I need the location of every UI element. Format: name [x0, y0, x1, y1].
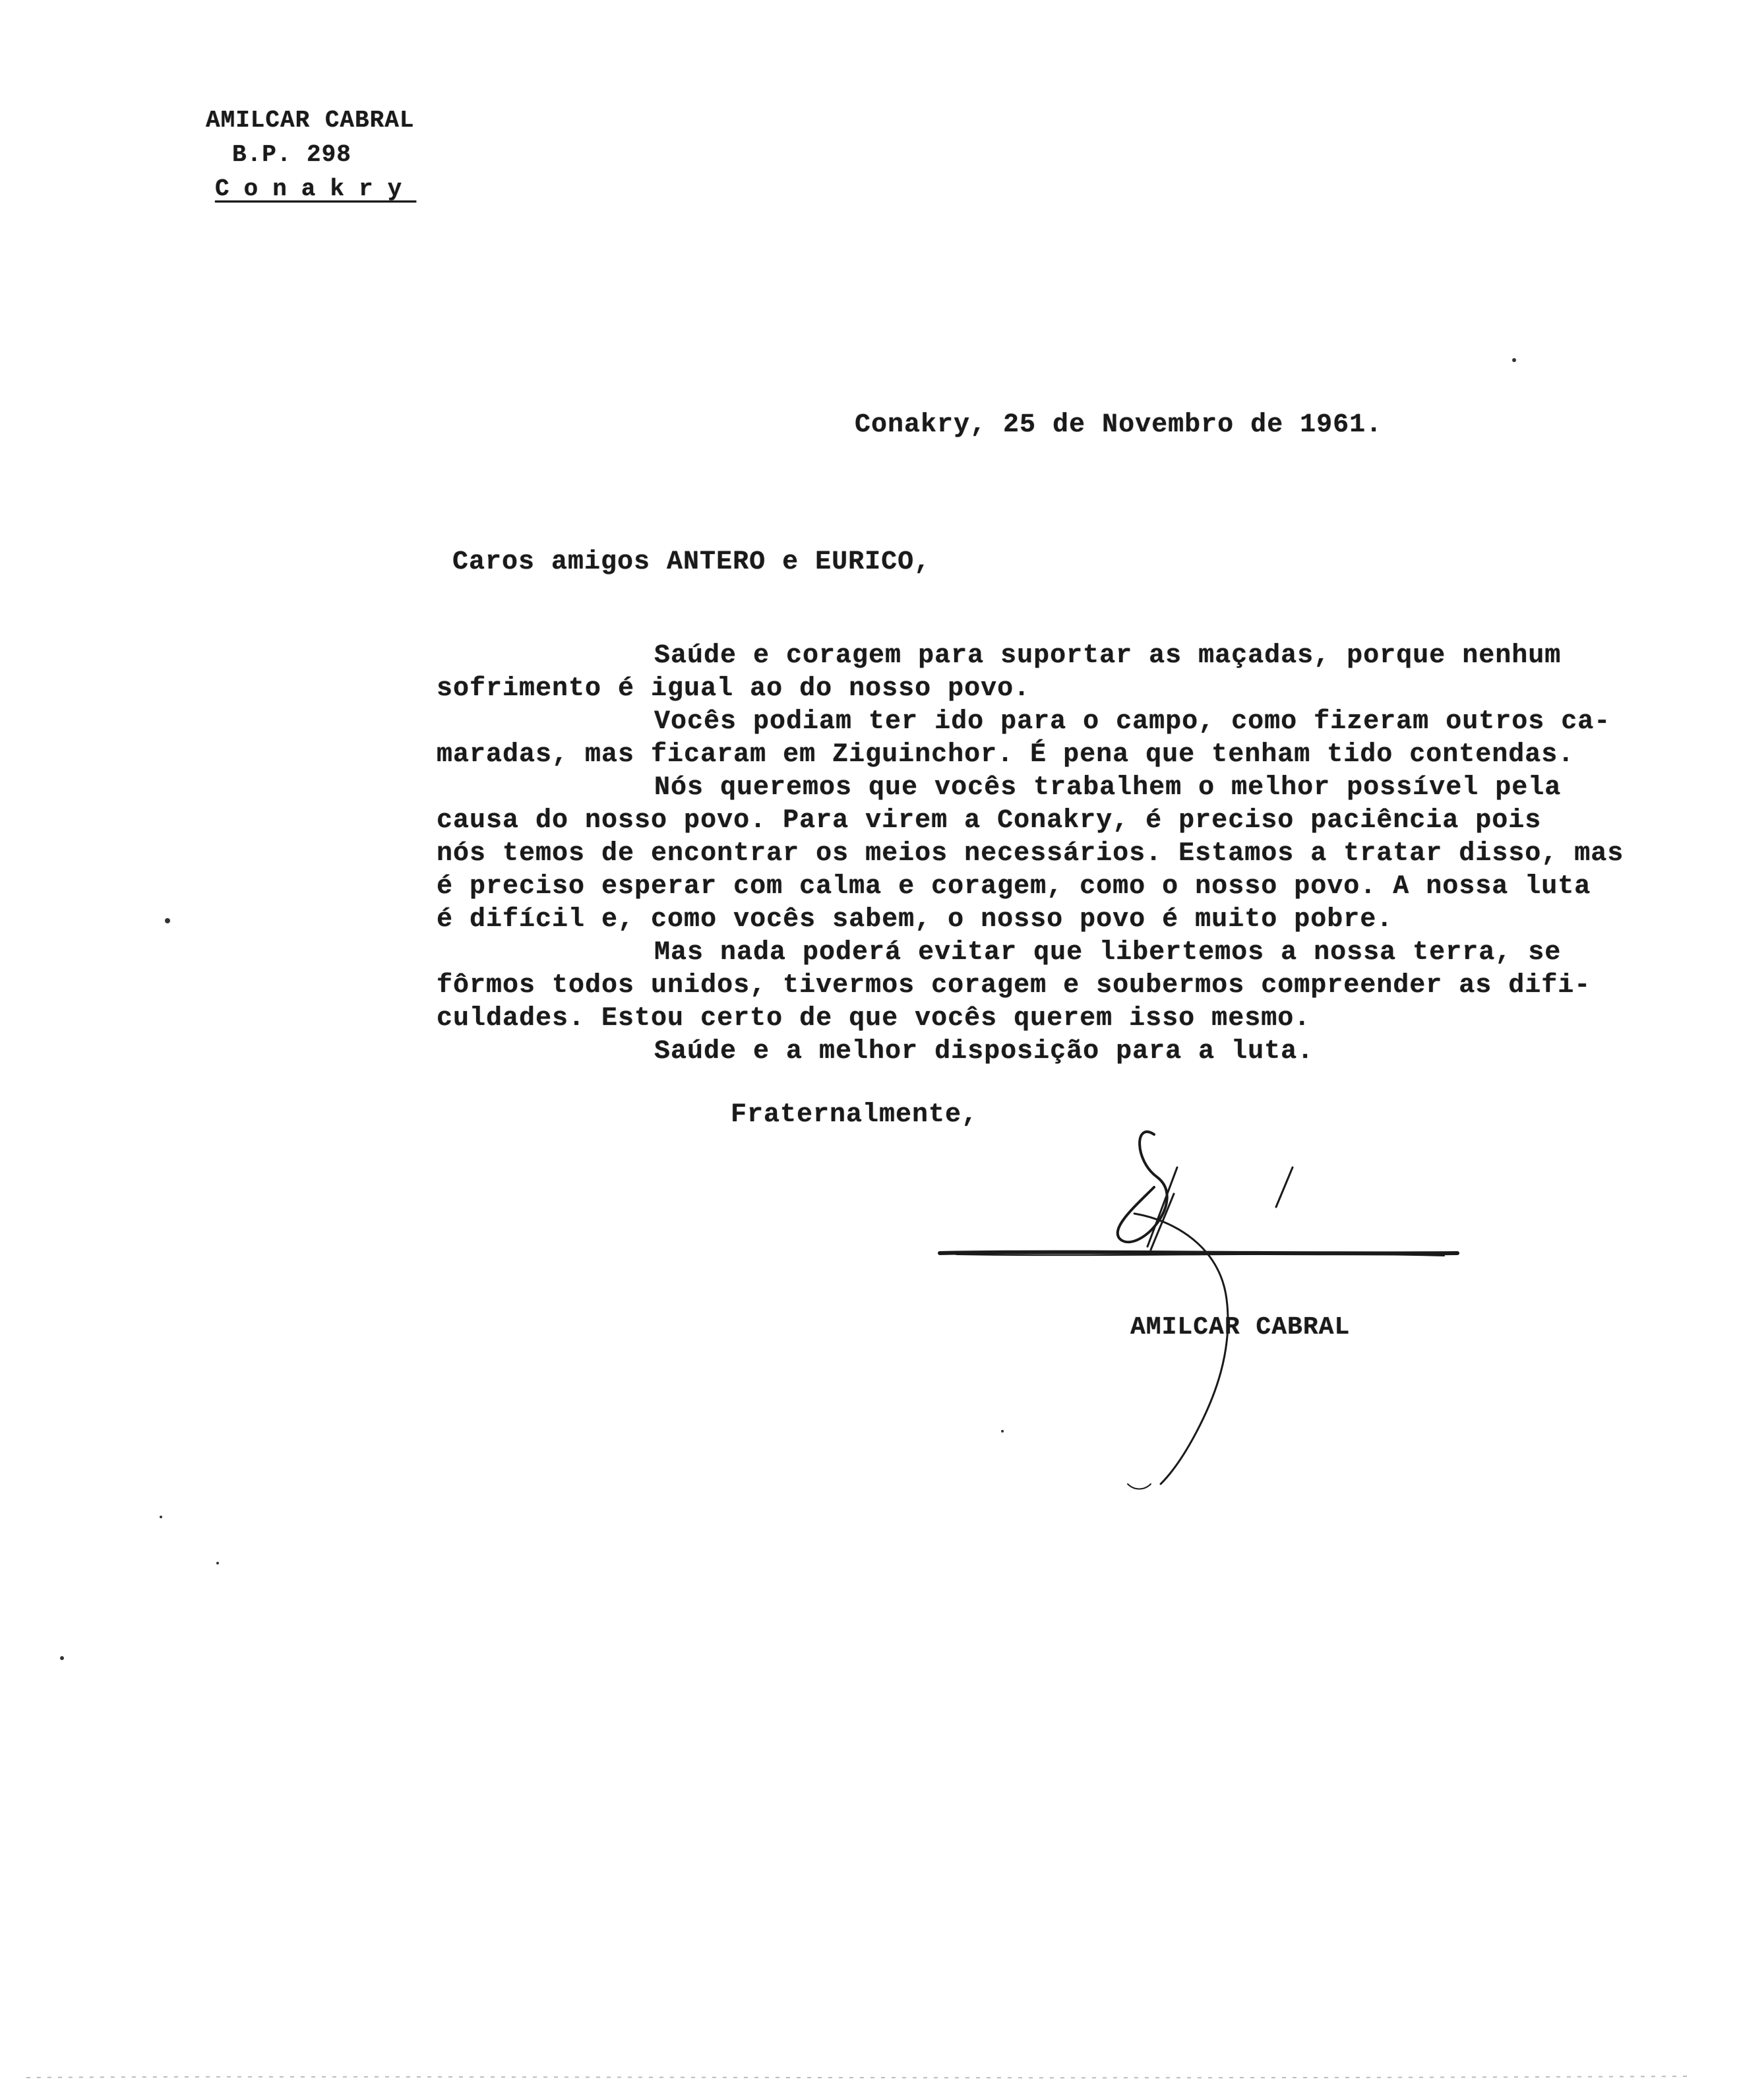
body-line: é preciso esperar com calma e coragem, como o nosso povo. A nossa luta — [437, 872, 1591, 902]
salutation: Caros amigos ANTERO e EURICO, — [452, 547, 931, 577]
body-line: fôrmos todos unidos, tivermos coragem e soubermos compreender as difi- — [437, 971, 1591, 1001]
sender-city: Conakry — [215, 175, 417, 202]
body-line: Vocês podiam ter ido para o campo, como fizeram outros ca- — [654, 707, 1611, 737]
sender-name: AMILCAR CABRAL — [206, 107, 415, 134]
body-line: nós temos de encontrar os meios necessários. Estamos a tratar disso, mas — [437, 839, 1624, 869]
body-line: Saúde e coragem para suportar as maçadas, porque nenhum — [654, 641, 1562, 671]
body-line: causa do nosso povo. Para virem a Conakry, é preciso paciência pois — [437, 806, 1542, 836]
sender-postal-box: B.P. 298 — [232, 141, 351, 168]
closing: Fraternalmente, — [731, 1100, 979, 1130]
body-line: Nós queremos que vocês trabalhem o melhor possível pela — [654, 773, 1562, 803]
body-line: maradas, mas ficaram em Ziguinchor. É pena que tenham tido contendas. — [437, 740, 1575, 770]
body-line: Mas nada poderá evitar que libertemos a nossa terra, se — [654, 938, 1562, 968]
body-line: sofrimento é igual ao do nosso povo. — [437, 674, 1031, 704]
letter-body — [437, 640, 1624, 1068]
signer-name: AMILCAR CABRAL — [1130, 1313, 1351, 1342]
body-line: Saúde e a melhor disposição para a luta. — [654, 1037, 1314, 1066]
body-line: culdades. Estou certo de que vocês querem isso mesmo. — [437, 1004, 1311, 1034]
body-line: é difícil e, como vocês sabem, o nosso povo é muito pobre. — [437, 905, 1393, 935]
dateline: Conakry, 25 de Novembro de 1961. — [855, 410, 1383, 440]
